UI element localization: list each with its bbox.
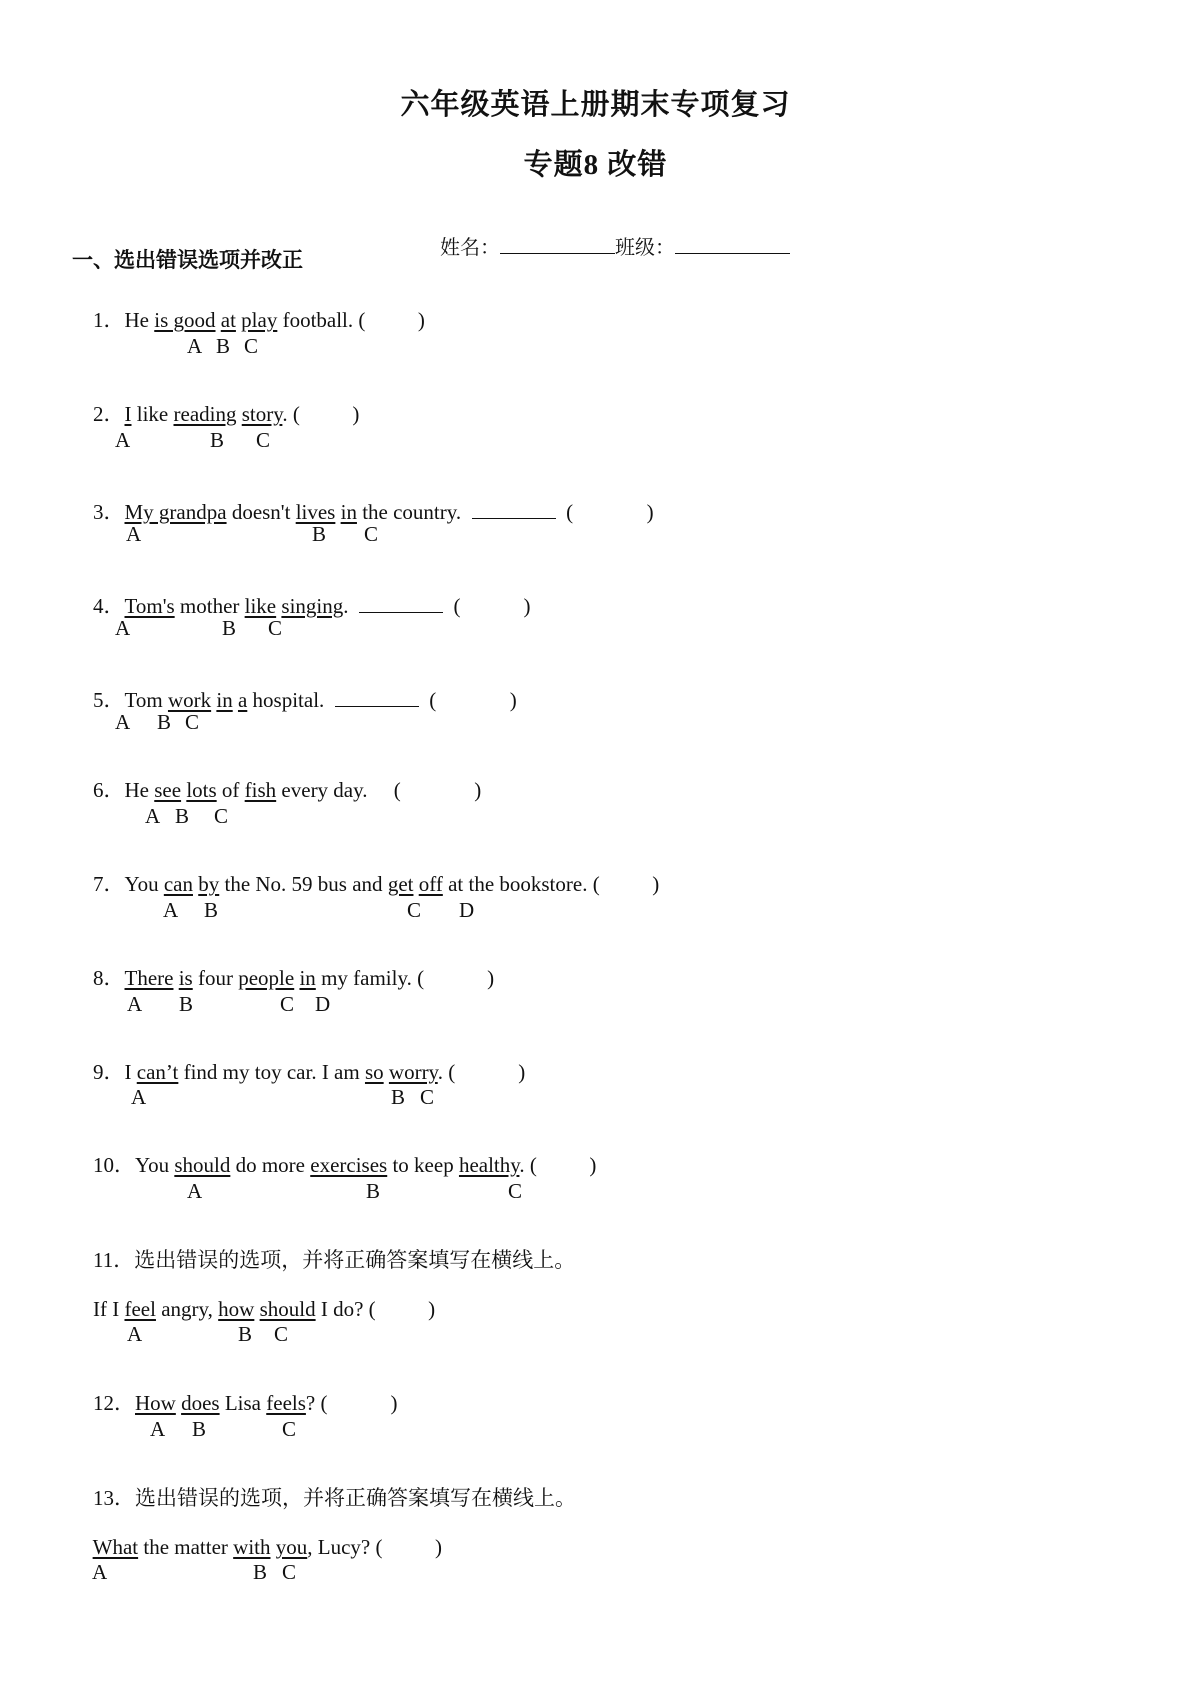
option-a: can	[163, 872, 193, 896]
option-label-c: C	[274, 1322, 289, 1346]
option-label-b: B	[175, 804, 190, 828]
question-13-instruction: 13．选出错误的选项，并将正确答案填写在横线上。	[93, 1486, 576, 1510]
option-label-a: A	[163, 898, 179, 922]
option-label-a: A	[127, 992, 143, 1016]
question-12: 12．How does Lisa feels? ( )	[93, 1391, 398, 1415]
question-10: 10．You should do more exercises to keep healthy. ( )	[93, 1153, 597, 1177]
answer-blank[interactable]	[359, 592, 443, 613]
option-label-b: B	[222, 616, 237, 640]
option-b: by	[198, 872, 220, 896]
option-a: I	[124, 402, 132, 426]
question-3: 3．My grandpa doesn't lives in the country. ( )	[93, 500, 654, 524]
option-b: at	[220, 308, 236, 332]
option-c: feels	[266, 1391, 306, 1415]
option-a: My grandpa	[124, 500, 227, 524]
class-label: 班级：	[615, 237, 675, 259]
option-label-a: A	[127, 1322, 143, 1346]
section-title: 一、选出错误选项并改正	[72, 248, 303, 272]
name-label: 姓名：	[440, 237, 500, 259]
option-label-c: C	[185, 710, 200, 734]
option-label-b: B	[179, 992, 194, 1016]
option-label-c: C	[256, 428, 271, 452]
option-label-d: D	[459, 898, 475, 922]
option-c: people	[238, 966, 295, 990]
option-label-c: C	[508, 1179, 523, 1203]
option-b: like	[244, 594, 277, 618]
question-4: 4．Tom's mother like singing. ( )	[93, 594, 531, 618]
option-label-c: C	[244, 334, 259, 358]
option-c: get	[387, 872, 414, 896]
option-label-c: C	[420, 1085, 435, 1109]
option-label-a: A	[145, 804, 161, 828]
option-c: in	[340, 500, 357, 524]
question-1: 1．He is good at play football. ( )	[93, 308, 425, 332]
option-label-a: A	[115, 616, 131, 640]
question-5: 5．Tom work in a hospital. ( )	[93, 688, 517, 712]
option-label-a: A	[131, 1085, 147, 1109]
option-c: story	[241, 402, 283, 426]
option-label-a: A	[92, 1560, 108, 1584]
option-c: should	[259, 1297, 316, 1321]
question-9: 9．I can’t find my toy car. I am so worry. ( )	[93, 1060, 526, 1084]
option-label-a: A	[126, 522, 142, 546]
option-label-b: B	[192, 1417, 207, 1441]
option-a: work	[167, 688, 212, 712]
option-a: can’t	[136, 1060, 179, 1084]
option-label-a: A	[187, 334, 203, 358]
question-7: 7．You can by the No. 59 bus and get off at the bookstore. ( )	[93, 872, 660, 896]
option-a: is good	[154, 308, 216, 332]
option-label-a: A	[115, 710, 131, 734]
answer-blank[interactable]	[335, 686, 419, 707]
option-label-b: B	[391, 1085, 406, 1109]
option-label-b: B	[216, 334, 231, 358]
question-11-instruction: 11．选出错误的选项，并将正确答案填写在横线上。	[93, 1248, 576, 1272]
question-6: 6．He see lots of fish every day. ( )	[93, 778, 482, 802]
option-c: you	[275, 1535, 308, 1559]
question-8: 8．There is four people in my family. ( )	[93, 966, 495, 990]
option-label-b: B	[157, 710, 172, 734]
option-b: does	[181, 1391, 220, 1415]
option-label-c: C	[282, 1560, 297, 1584]
answer-blank[interactable]	[472, 498, 556, 519]
option-d: in	[299, 966, 316, 990]
question-2: 2．I like reading story. ( )	[93, 402, 360, 426]
option-c: healthy	[458, 1153, 520, 1177]
option-label-c: C	[268, 616, 283, 640]
option-c: fish	[244, 778, 277, 802]
student-info	[420, 213, 790, 278]
option-label-a: A	[115, 428, 131, 452]
option-label-a: A	[150, 1417, 166, 1441]
option-c: worry	[388, 1060, 438, 1084]
option-b: lots	[186, 778, 217, 802]
option-a: What	[92, 1535, 139, 1559]
option-label-c: C	[214, 804, 229, 828]
option-b: is	[178, 966, 193, 990]
option-label-b: B	[312, 522, 327, 546]
option-label-c: C	[407, 898, 422, 922]
option-b: so	[364, 1060, 384, 1084]
option-label-b: B	[366, 1179, 381, 1203]
option-c: a	[237, 688, 248, 712]
option-b: lives	[295, 500, 336, 524]
option-a: feel	[124, 1297, 156, 1321]
option-label-c: C	[364, 522, 379, 546]
option-a: How	[135, 1391, 176, 1415]
option-label-b: B	[253, 1560, 268, 1584]
option-b: in	[216, 688, 233, 712]
option-c: singing	[281, 594, 344, 618]
option-a: There	[124, 966, 174, 990]
option-label-c: C	[282, 1417, 297, 1441]
option-b: how	[218, 1297, 255, 1321]
option-label-c: C	[280, 992, 295, 1016]
option-b: reading	[173, 402, 237, 426]
class-field[interactable]	[675, 233, 790, 254]
option-label-b: B	[210, 428, 225, 452]
question-11: If I feel angry, how should I do? ( )	[93, 1297, 436, 1321]
option-a: should	[174, 1153, 231, 1177]
page-subtitle: 专题8 改错	[523, 149, 668, 181]
option-c: play	[241, 308, 278, 332]
option-label-b: B	[238, 1322, 253, 1346]
question-13: What the matter with you, Lucy? ( )	[92, 1535, 442, 1559]
option-d: off	[418, 872, 443, 896]
option-label-b: B	[204, 898, 219, 922]
page-title: 六年级英语上册期末专项复习	[400, 89, 791, 121]
option-b: with	[233, 1535, 271, 1559]
option-b: exercises	[310, 1153, 388, 1177]
option-a: see	[154, 778, 182, 802]
name-field[interactable]	[500, 233, 615, 254]
option-a: Tom's	[124, 594, 175, 618]
option-label-a: A	[187, 1179, 203, 1203]
option-label-d: D	[315, 992, 331, 1016]
